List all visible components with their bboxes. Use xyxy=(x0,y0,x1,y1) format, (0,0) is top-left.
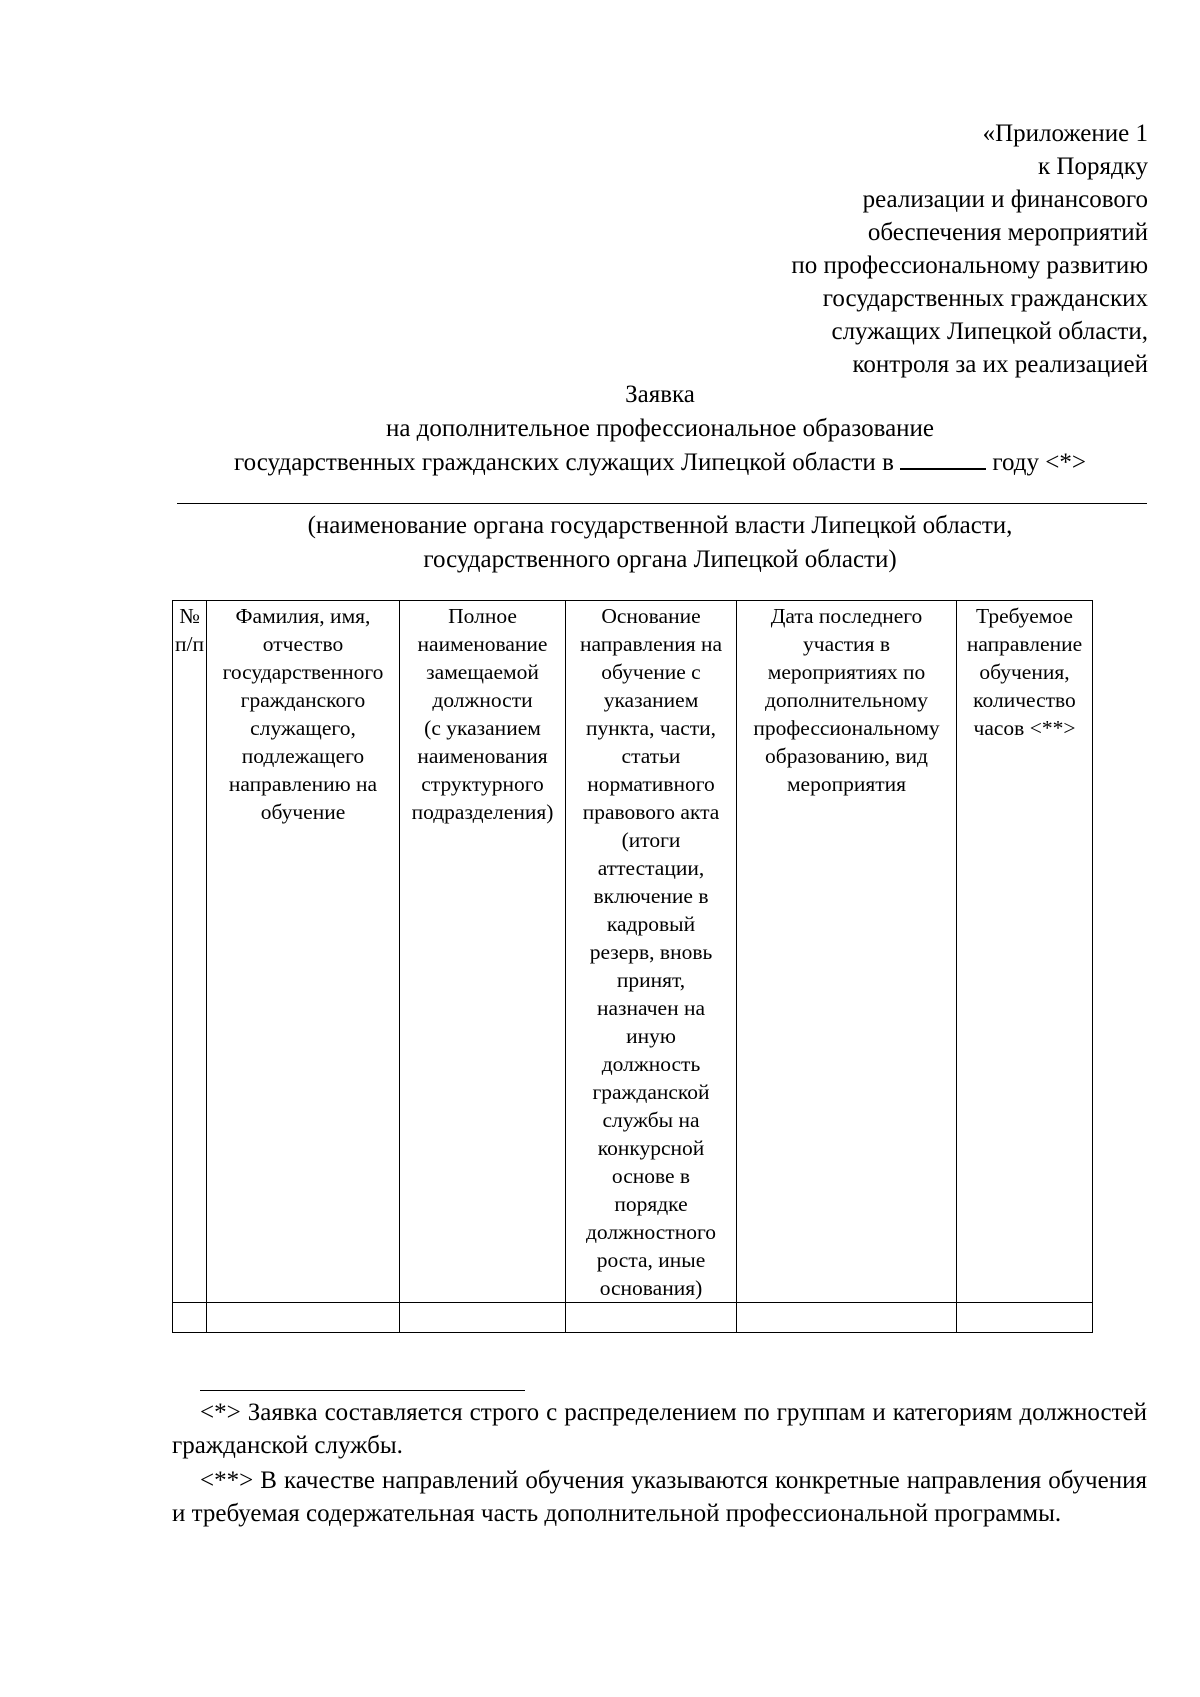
header-lines xyxy=(173,602,206,658)
header-text-line: резерв, вновь xyxy=(589,940,713,964)
col-header-position xyxy=(400,601,566,1303)
header-text-line: основе в xyxy=(611,1164,691,1188)
document-title xyxy=(160,378,1160,480)
appendix-line: служащих Липецкой области, xyxy=(831,318,1148,345)
appendix-line: к Порядку xyxy=(1038,153,1148,180)
header-text-line: службы на xyxy=(602,1108,700,1132)
footnote-1: <*> Заявка составляется строго с распределением по группам и категориям должностей гражданской службы. xyxy=(172,1399,1147,1459)
header-text-line: Полное xyxy=(448,604,517,628)
header-text-line: отчество xyxy=(262,632,344,656)
application-table xyxy=(172,600,1093,1333)
col-header-full-name xyxy=(207,601,400,1303)
header-text-line: гражданской xyxy=(592,1080,710,1104)
header-lines xyxy=(207,602,399,826)
header-text-line: участия в xyxy=(803,632,890,656)
year-blank-field[interactable] xyxy=(900,468,986,470)
header-text-line: (с указанием xyxy=(424,716,541,740)
col-header-last-training-date xyxy=(737,601,957,1303)
header-text-line: профессиональному xyxy=(753,716,940,740)
table-cell[interactable] xyxy=(400,1303,566,1333)
header-text-line: государственного xyxy=(222,660,384,684)
header-text-line: обучение xyxy=(260,800,346,824)
footnote-2: <**> В качестве направлений обучения указываются конкретные направления обучения и требуемая содержательная часть дополнительной профессиональной программы. xyxy=(172,1467,1147,1527)
footnotes xyxy=(172,1396,1147,1532)
table-cell[interactable] xyxy=(566,1303,737,1333)
appendix-line: обеспечения мероприятий xyxy=(867,219,1148,246)
header-text-line: Основание xyxy=(601,604,701,628)
header-text-line: иную xyxy=(626,1024,676,1048)
header-text-line: структурного xyxy=(421,772,544,796)
header-text-line: направления на xyxy=(579,632,723,656)
title-line-3 xyxy=(160,446,1160,480)
table-cell[interactable] xyxy=(207,1303,400,1333)
header-text-line: указанием xyxy=(603,688,699,712)
table-header-row xyxy=(173,601,1093,1303)
header-text-line: Фамилия, имя, xyxy=(235,604,371,628)
appendix-line: реализации и финансового xyxy=(862,186,1148,213)
header-text-line: дополнительному xyxy=(764,688,929,712)
header-text-line: направлению на xyxy=(228,772,378,796)
header-text-line: порядке xyxy=(614,1192,688,1216)
col-header-training-direction xyxy=(957,601,1093,1303)
title-heading: Заявка xyxy=(625,381,695,408)
header-lines xyxy=(566,602,736,1302)
header-text-line: подлежащего xyxy=(241,744,365,768)
header-text-line: замещаемой xyxy=(426,660,539,684)
col-header-number xyxy=(173,601,207,1303)
header-text-line: кадровый xyxy=(606,912,696,936)
header-text-line: (итоги xyxy=(621,828,681,852)
header-text-line: обучение с xyxy=(601,660,701,684)
header-text-line: пункта, части, xyxy=(585,716,717,740)
header-text-line: подразделения) xyxy=(411,800,554,824)
header-text-line: включение в xyxy=(593,884,709,908)
header-lines xyxy=(400,602,565,826)
header-text-line: часов <**> xyxy=(973,716,1076,740)
header-text-line: гражданского xyxy=(240,688,366,712)
header-text-line: статьи xyxy=(621,744,681,768)
header-text-line: № xyxy=(179,604,200,628)
header-text-line: наименования xyxy=(417,744,548,768)
header-text-line: количество xyxy=(973,688,1076,712)
header-text-line: Требуемое xyxy=(976,604,1073,628)
header-text-line: основания) xyxy=(599,1276,703,1300)
header-text-line: аттестации, xyxy=(597,856,705,880)
col-header-basis xyxy=(566,601,737,1303)
table-cell[interactable] xyxy=(957,1303,1093,1333)
appendix-line: «Приложение 1 xyxy=(982,120,1148,147)
header-text-line: обучения, xyxy=(979,660,1070,684)
header-lines xyxy=(737,602,956,798)
header-text-line: правового акта xyxy=(582,800,720,824)
header-text-line: нормативного xyxy=(587,772,715,796)
header-text-line: образованию, вид xyxy=(765,744,928,768)
header-text-line: служащего, xyxy=(250,716,356,740)
header-lines xyxy=(957,602,1092,742)
title-line-2: на дополнительное профессиональное образование xyxy=(385,415,935,442)
header-text-line: роста, иные xyxy=(596,1248,706,1272)
appendix-line: по профессиональному развитию xyxy=(791,252,1148,279)
header-text-line: мероприятия xyxy=(786,772,907,796)
header-text-line: должности xyxy=(432,688,533,712)
header-text-line: наименование xyxy=(417,632,548,656)
table-cell[interactable] xyxy=(737,1303,957,1333)
appendix-block xyxy=(648,117,1148,381)
org-caption-line-2: государственного органа Липецкой области) xyxy=(423,546,897,573)
header-text-line: Дата последнего xyxy=(770,604,923,628)
title-line-3-end: году <*> xyxy=(992,449,1086,476)
header-text-line: назначен на xyxy=(596,996,705,1020)
header-text-line: принят, xyxy=(616,968,686,992)
organization-caption xyxy=(160,509,1160,577)
table-row xyxy=(173,1303,1093,1333)
org-caption-line-1: (наименование органа государственной власти Липецкой области, xyxy=(307,512,1013,539)
title-line-3-start: государственных гражданских служащих Липецкой области в xyxy=(234,449,894,476)
header-text-line: должность xyxy=(601,1052,701,1076)
appendix-line: контроля за их реализацией xyxy=(852,351,1148,378)
header-text-line: должностного xyxy=(585,1220,716,1244)
footnote-separator xyxy=(200,1390,525,1391)
appendix-line: государственных гражданских xyxy=(822,285,1148,312)
header-text-line: п/п xyxy=(175,632,204,656)
organization-name-line[interactable] xyxy=(177,503,1147,504)
header-text-line: конкурсной xyxy=(597,1136,705,1160)
header-text-line: направление xyxy=(966,632,1083,656)
header-text-line: мероприятиях по xyxy=(767,660,926,684)
table-cell[interactable] xyxy=(173,1303,207,1333)
